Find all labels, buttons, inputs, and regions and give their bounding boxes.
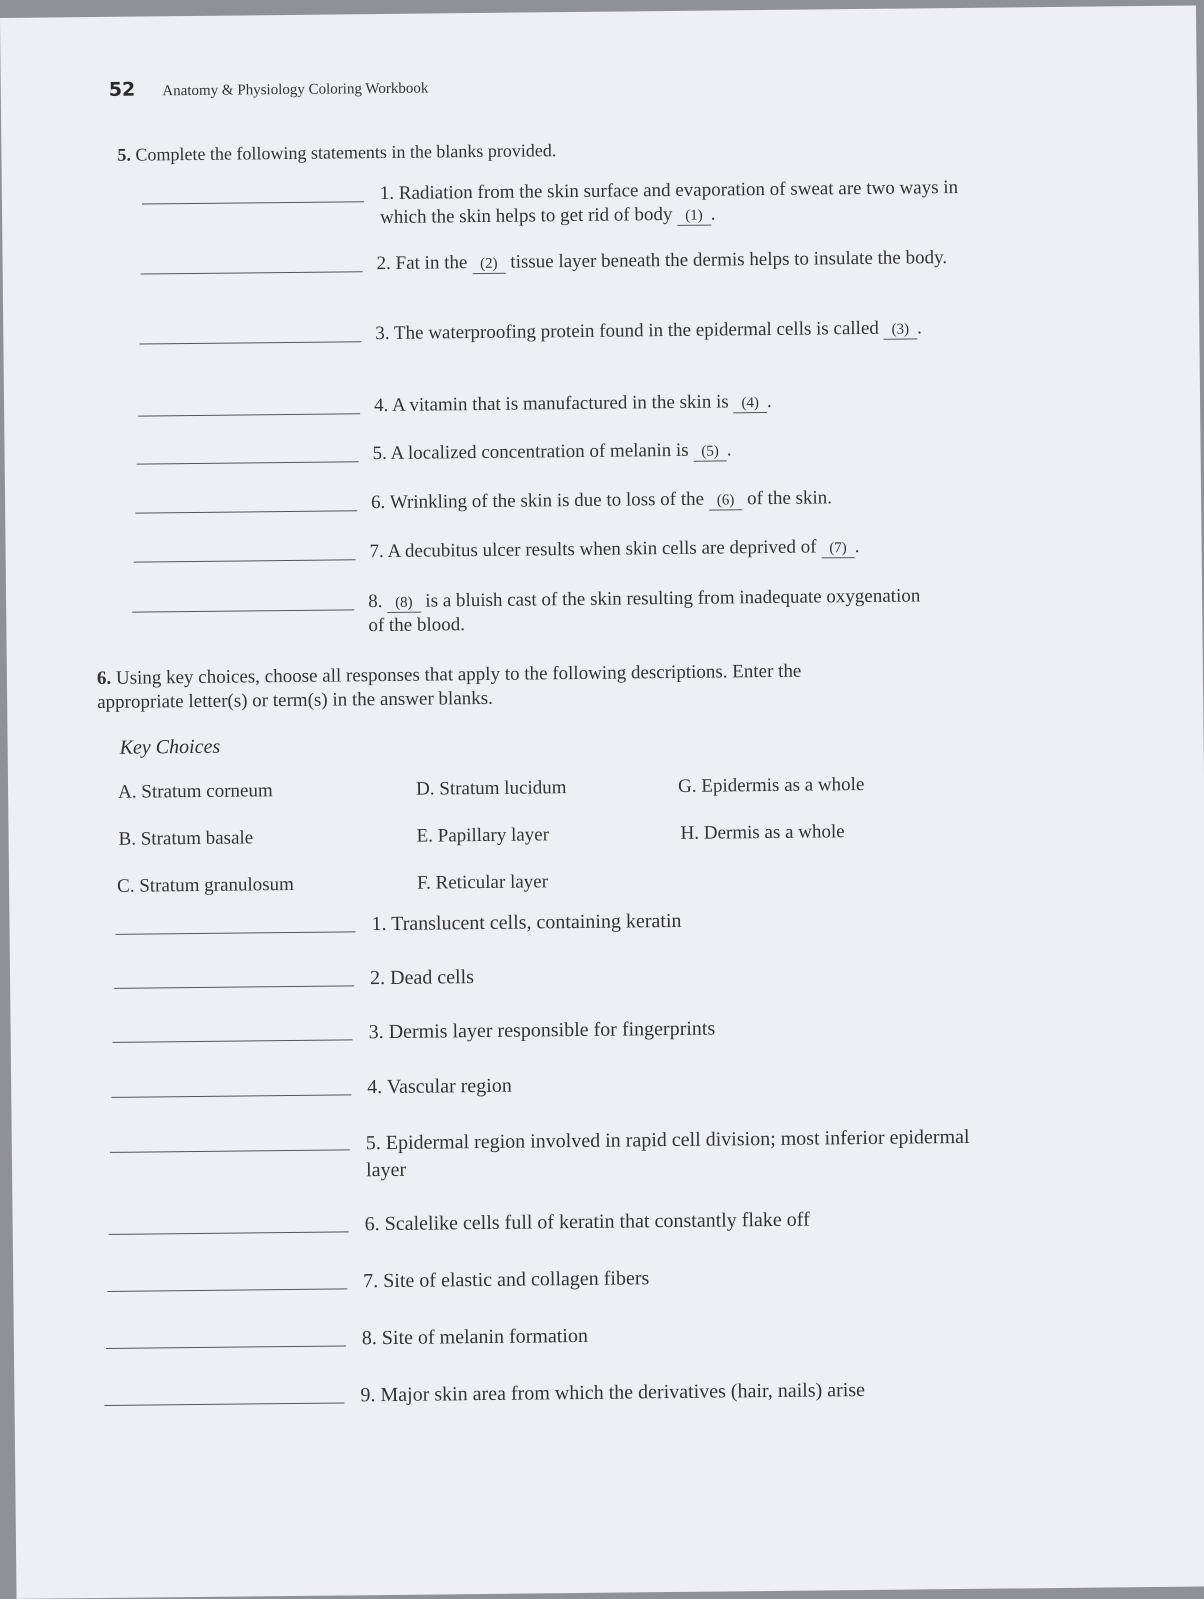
section5-heading	[117, 140, 556, 166]
answer-blank-3[interactable]	[139, 341, 361, 344]
answer-blank-8[interactable]	[132, 609, 354, 612]
section6-instruction: Using key choices, choose all responses that apply to the following descriptions. Enter the appropriate letter(s) or term(s) in the answer blanks.	[97, 660, 802, 714]
s6-item-2: 2. Dead cells	[114, 960, 990, 993]
inline-blank-6: (6)	[709, 491, 743, 510]
inline-blank-7: (7)	[821, 539, 855, 558]
key-choice-c: C. Stratum granulosum	[116, 873, 295, 897]
s6-item-6: 6. Scalelike cells full of keratin that constantly flake off	[109, 1206, 1005, 1239]
s5-item-1: 1. Radiation from the skin surface and evaporation of sweat are two ways in which the skin helps to get rid of body (1) .	[142, 176, 960, 233]
page-header	[109, 76, 429, 101]
s6-answer-blank-8[interactable]	[106, 1345, 346, 1349]
key-choice-d: D. Stratum lucidum	[415, 777, 567, 800]
inline-blank-1: (1)	[677, 207, 711, 226]
s6-answer-blank-9[interactable]	[105, 1402, 345, 1406]
key-choice-f: F. Reticular layer	[416, 871, 549, 894]
answer-blank-7[interactable]	[134, 559, 356, 562]
key-choice-a: A. Stratum corneum	[118, 780, 273, 803]
s5-item-7: 7. A decubitus ulcer results when skin cells are deprived of (7) .	[134, 533, 1010, 566]
section5-instruction: Complete the following statements in the blanks provided.	[135, 140, 557, 165]
page-number: 52	[108, 78, 136, 101]
answer-blank-6[interactable]	[135, 510, 357, 513]
answer-blank-2[interactable]	[141, 271, 363, 274]
s6-answer-blank-6[interactable]	[109, 1231, 349, 1235]
s5-item-3: 3. The waterproofing protein found in the epidermal cells is called (3) .	[139, 316, 935, 348]
workbook-page	[0, 5, 1204, 1598]
s6-item-5: 5. Epidermal region involved in rapid cell division; most inferior epidermal layer	[110, 1124, 997, 1187]
section5-number: 5.	[117, 144, 132, 165]
s6-answer-blank-5[interactable]	[110, 1149, 350, 1153]
section6-heading	[97, 659, 817, 715]
key-choice-e: E. Papillary layer	[416, 824, 550, 847]
s5-item-5: 5. A localized concentration of melanin is (5) .	[136, 436, 972, 469]
inline-blank-3: (3)	[884, 320, 918, 339]
s6-answer-blank-1[interactable]	[116, 931, 356, 935]
answer-blank-5[interactable]	[137, 461, 359, 464]
s6-item-7: 7. Site of elastic and collagen fibers	[107, 1263, 1003, 1296]
s5-item-4: 4. A vitamin that is manufactured in the skin is (4) .	[138, 388, 974, 421]
key-choice-h: H. Dermis as a whole	[680, 821, 845, 844]
key-choice-b: B. Stratum basale	[118, 827, 254, 850]
inline-blank-5: (5)	[693, 442, 727, 461]
key-choices-title: Key Choices	[119, 735, 221, 759]
s6-item-3: 3. Dermis layer responsible for fingerprints	[113, 1014, 989, 1047]
s6-answer-blank-2[interactable]	[114, 985, 354, 989]
s6-item-1: 1. Translucent cells, containing keratin	[115, 906, 991, 939]
book-title: Anatomy & Physiology Coloring Workbook	[162, 80, 429, 100]
s5-item-8: 8. (8) is a bluish cast of the skin resulting from inadequate oxygenation of the blood.	[132, 584, 928, 640]
answer-blank-1[interactable]	[142, 201, 364, 204]
s5-item-2: 2. Fat in the (2) tissue layer beneath the dermis helps to insulate the body.	[140, 246, 976, 279]
inline-blank-4: (4)	[733, 394, 767, 413]
s6-item-4: 4. Vascular region	[111, 1069, 987, 1102]
answer-blank-4[interactable]	[138, 413, 360, 416]
s6-answer-blank-7[interactable]	[107, 1288, 347, 1292]
s5-item-6: 6. Wrinkling of the skin is due to loss of the (6) of the skin.	[135, 485, 991, 518]
s6-item-9: 9. Major skin area from which the derivatives (hair, nails) arise	[104, 1376, 1040, 1410]
section6-number: 6.	[96, 667, 112, 690]
s6-answer-blank-3[interactable]	[113, 1039, 353, 1043]
key-choice-g: G. Epidermis as a whole	[677, 773, 865, 797]
inline-blank-2: (2)	[472, 255, 506, 274]
inline-blank-8: (8)	[387, 594, 421, 613]
s6-answer-blank-4[interactable]	[111, 1094, 351, 1098]
s6-item-8: 8. Site of melanin formation	[106, 1320, 1002, 1353]
